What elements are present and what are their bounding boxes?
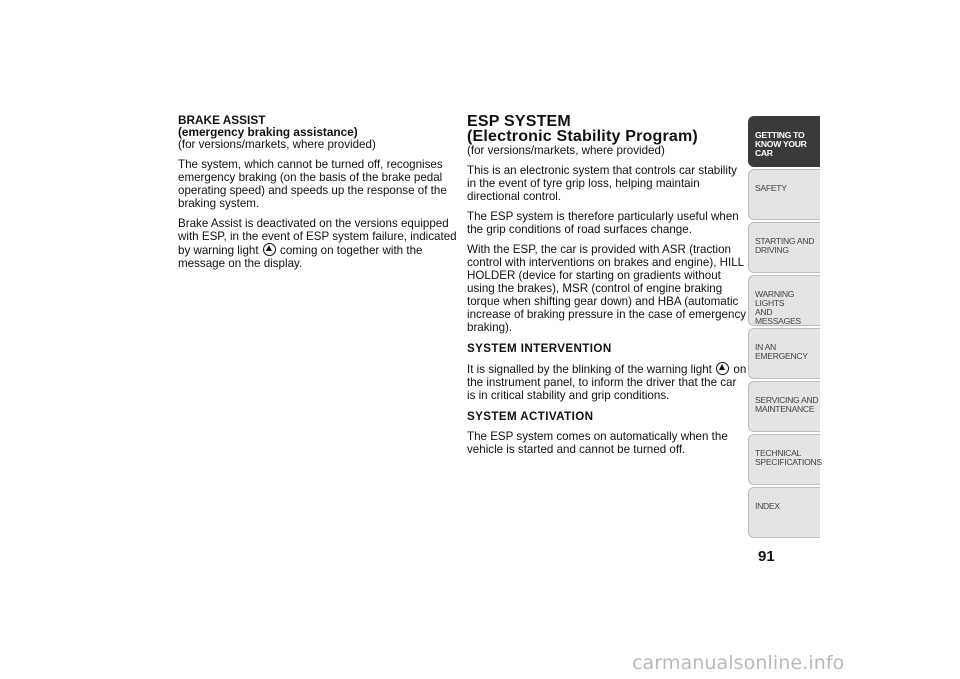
watermark: carmanualsonline.info bbox=[632, 652, 845, 674]
system-intervention-end: on the instrument panel, to inform the driver that the car is in critical stability and grip conditions. bbox=[467, 363, 747, 402]
tab-servicing-and-maintenance[interactable]: SERVICING AND MAINTENANCE bbox=[748, 381, 820, 432]
esp-para2: The ESP system is therefore particularly useful when the grip conditions of road surfaces change. bbox=[467, 210, 739, 236]
brake-assist-para2-end: coming on together with the message on the display. bbox=[178, 244, 423, 270]
brake-assist-note: (for versions/markets, where provided) bbox=[178, 138, 376, 151]
tab-index[interactable]: INDEX bbox=[748, 487, 820, 538]
tab-warning-lights[interactable]: WARNING LIGHTS AND MESSAGES bbox=[748, 275, 820, 326]
left-column bbox=[178, 114, 468, 277]
system-intervention-text bbox=[467, 362, 747, 402]
esp-subtitle: (Electronic Stability Program) bbox=[467, 128, 698, 145]
system-intervention-start: It is signalled by the blinking of the warning light bbox=[467, 363, 712, 376]
system-activation-text: The ESP system comes on automatically when the vehicle is started and cannot be turned off. bbox=[467, 430, 728, 456]
esp-para1: This is an electronic system that controls car stability in the event of tyre grip loss, helping maintain directional control. bbox=[467, 164, 737, 203]
brake-assist-title: BRAKE ASSIST bbox=[178, 113, 266, 127]
page-number: 91 bbox=[758, 548, 775, 565]
tab-getting-to-know-your-car[interactable]: GETTING TO KNOW YOUR CAR bbox=[748, 116, 820, 167]
system-intervention-heading: SYSTEM INTERVENTION bbox=[467, 342, 612, 355]
tab-in-an-emergency[interactable]: IN AN EMERGENCY bbox=[748, 328, 820, 379]
brake-assist-subtitle: (emergency braking assistance) bbox=[178, 125, 358, 139]
chapter-tabs bbox=[748, 116, 820, 540]
esp-warning-icon bbox=[263, 243, 276, 256]
esp-note: (for versions/markets, where provided) bbox=[467, 144, 665, 157]
brake-assist-para1: The system, which cannot be turned off, recognises emergency braking (on the basis of the brake pedal operating speed) and speeds up the response of the braking system. bbox=[178, 158, 447, 210]
esp-title: ESP SYSTEM bbox=[467, 113, 571, 130]
right-column bbox=[467, 114, 747, 463]
tab-safety[interactable]: SAFETY bbox=[748, 169, 820, 220]
system-activation-heading: SYSTEM ACTIVATION bbox=[467, 410, 594, 423]
tab-technical-specifications[interactable]: TECHNICAL SPECIFICATIONS bbox=[748, 434, 820, 485]
brake-assist-para2 bbox=[178, 217, 468, 270]
brake-assist-para2-start: Brake Assist is deactivated on the versions equipped with ESP, in the event of ESP system failure, indicated by warning light bbox=[178, 217, 457, 257]
esp-warning-icon bbox=[716, 362, 729, 375]
tab-starting-and-driving[interactable]: STARTING AND DRIVING bbox=[748, 222, 820, 273]
esp-para3: With the ESP, the car is provided with ASR (traction control with interventions on brakes and engine), HILL HOLDER (device for starting on gradients without using the brakes), MSR (control of engine braking torque when shifting gear down) and HBA (automatic increase of braking pressure in the case of emergency braking). bbox=[467, 243, 747, 334]
